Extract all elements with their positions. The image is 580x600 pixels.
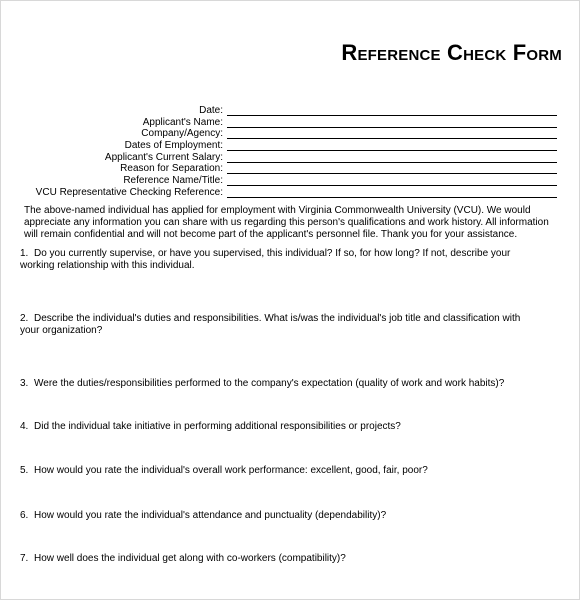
field-label: Applicant's Name: — [142, 116, 223, 128]
field-label: Company/Agency: — [141, 128, 223, 140]
question-text: Describe the individual's duties and responsibilities. What is/was the individual's job title and classification with your organization? — [20, 313, 521, 336]
date-field[interactable] — [0, 105, 580, 117]
question-text: How would you rate the individual's overall work performance: excellent, good, fair, poor? — [34, 465, 428, 476]
company-agency-field[interactable] — [0, 128, 580, 140]
question-number: 4. — [20, 421, 29, 432]
question-7 — [20, 553, 540, 565]
dates-of-employment-field[interactable] — [0, 140, 580, 152]
question-4 — [20, 421, 540, 433]
question-5 — [20, 465, 540, 477]
question-2 — [20, 313, 540, 337]
field-label: VCU Representative Checking Reference: — [35, 186, 223, 198]
applicant-name-field[interactable] — [0, 117, 580, 129]
header-fields — [0, 105, 580, 199]
intro-paragraph: The above-named individual has applied for employment with Virginia Commonwealth University (VCU). We would appreciate any information you can share with us regarding this person's qualifications and work history. All information will remain confidential and will not become part of the applicant's personnel file. Thank you for your assistance. — [24, 205, 549, 240]
field-label: Dates of Employment: — [124, 140, 223, 152]
reference-name-title-field[interactable] — [0, 175, 580, 187]
question-6 — [20, 510, 540, 522]
question-1 — [20, 248, 540, 272]
question-text: Did the individual take initiative in performing additional responsibilities or projects? — [34, 421, 401, 432]
question-text: Were the duties/responsibilities performed to the company's expectation (quality of work and work habits)? — [34, 378, 505, 389]
question-number: 6. — [20, 510, 29, 521]
question-3 — [20, 378, 540, 390]
field-line[interactable] — [227, 197, 557, 198]
question-number: 5. — [20, 465, 29, 476]
reason-for-separation-field[interactable] — [0, 163, 580, 175]
form-title: Reference Check Form — [341, 40, 562, 65]
field-label: Date: — [199, 105, 223, 116]
question-text: How would you rate the individual's attendance and punctuality (dependability)? — [34, 510, 387, 521]
question-number: 2. — [20, 313, 29, 324]
field-label: Reference Name/Title: — [123, 175, 223, 187]
question-number: 1. — [20, 248, 29, 259]
question-number: 3. — [20, 378, 29, 389]
current-salary-field[interactable] — [0, 152, 580, 164]
question-text: How well does the individual get along with co-workers (compatibility)? — [34, 553, 346, 564]
field-label: Reason for Separation: — [120, 163, 223, 175]
field-label: Applicant's Current Salary: — [104, 151, 223, 163]
vcu-representative-field[interactable] — [0, 187, 580, 199]
question-text: Do you currently supervise, or have you supervised, this individual? If so, for how long? If not, describe your working relationship with this individual. — [20, 248, 511, 271]
question-number: 7. — [20, 553, 29, 564]
